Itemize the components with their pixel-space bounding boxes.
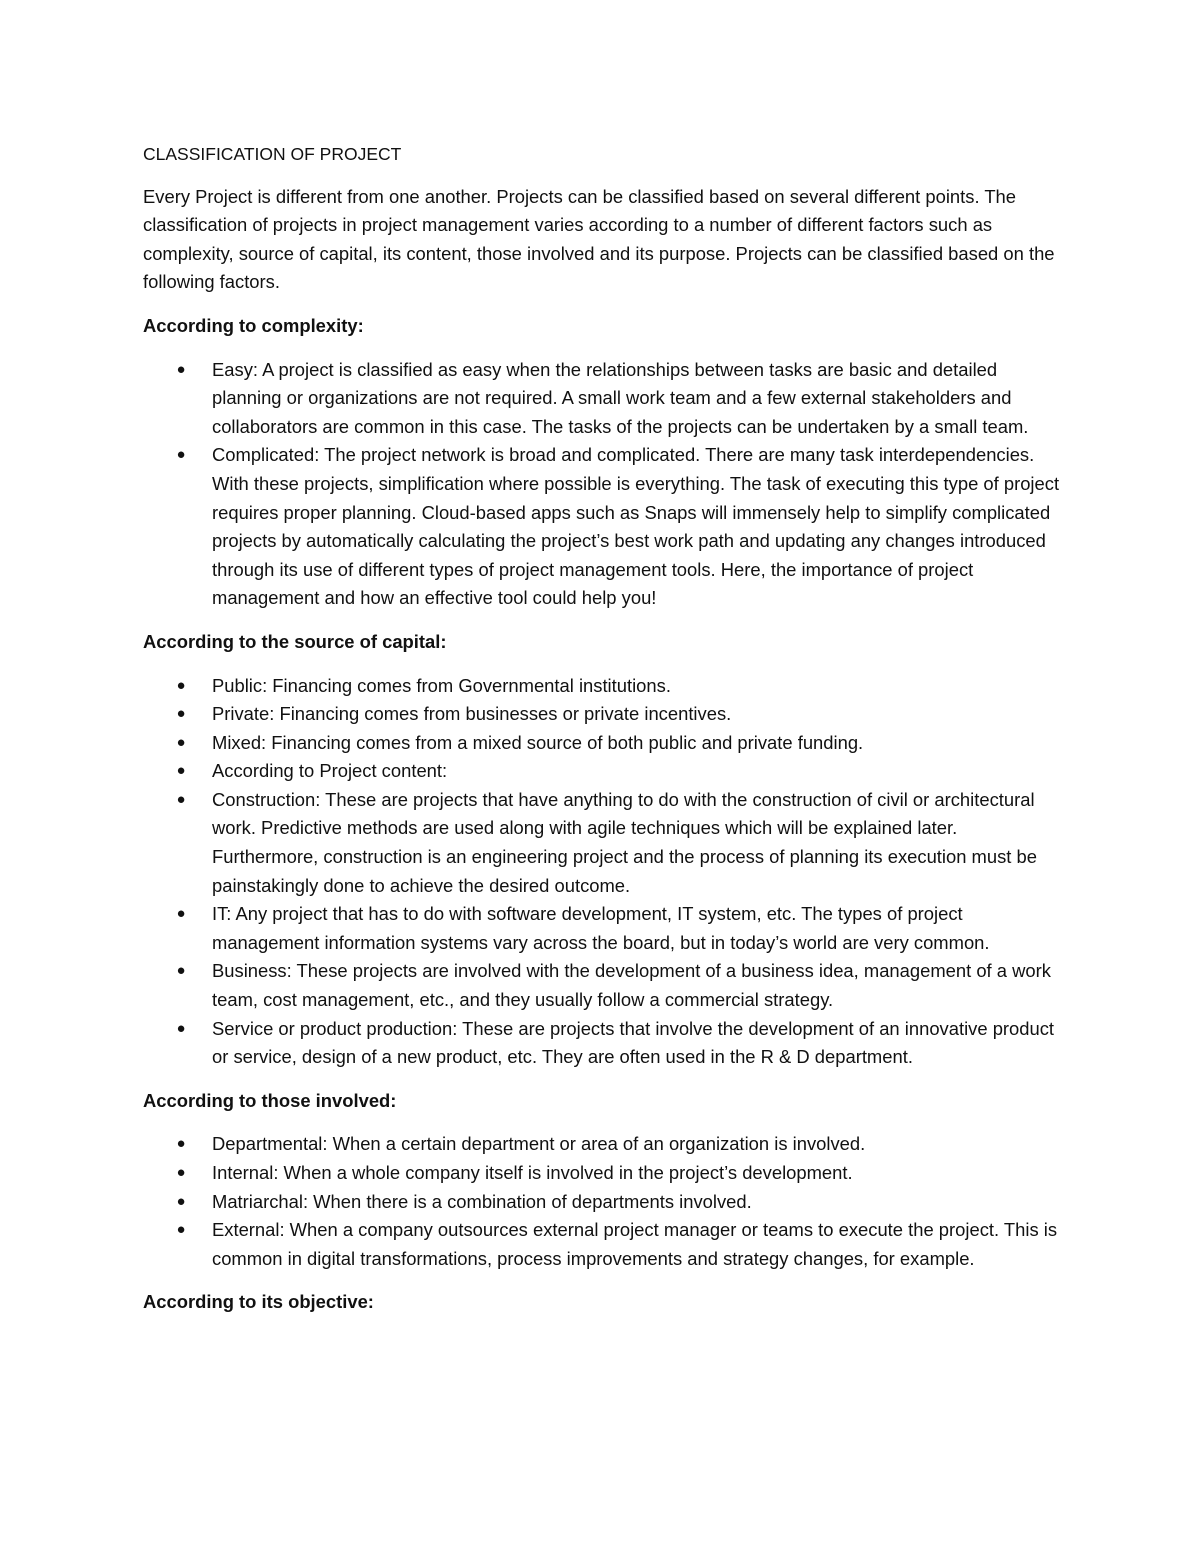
section-heading-involved: According to those involved: [143, 1089, 397, 1111]
list-item [143, 1159, 1063, 1188]
section-heading-complexity: According to complexity: [143, 314, 364, 336]
list-item-text: Departmental: When a certain department or area of an organization is involved. [212, 1133, 866, 1155]
list-item [143, 729, 1063, 758]
intro-paragraph: Every Project is different from one another. Projects can be classified based on several different points. The classification of projects in project management varies according to a number of different factors such as complexity, source of capital, its content, those involved and its purpose. Projects can be classified based on the following factors. [143, 185, 1055, 293]
bullet-icon: ● [176, 1019, 186, 1037]
list-item [143, 1216, 1063, 1273]
bullet-icon: ● [176, 1135, 186, 1153]
document-page [143, 140, 1063, 1332]
list-item-text: Mixed: Financing comes from a mixed source of both public and private funding. [212, 731, 864, 753]
section-heading-capital: According to the source of capital: [143, 630, 447, 652]
list-item-text: According to Project content: [212, 760, 448, 782]
list-item [143, 786, 1063, 900]
list-item [143, 672, 1063, 701]
bullet-icon: ● [176, 1192, 186, 1210]
list-item-text: External: When a company outsources external project manager or teams to execute the project. This is common in digital transformations, process improvements and strategy changes, for example. [212, 1219, 1058, 1269]
list-item [143, 441, 1063, 613]
list-item-text: Public: Financing comes from Governmental institutions. [212, 674, 671, 696]
list-item [143, 1130, 1063, 1159]
bullet-icon: ● [176, 762, 186, 780]
list-item [143, 1188, 1063, 1217]
list-item-text: Service or product production: These are projects that involve the development of an innovative product or service, design of a new product, etc. They are often used in the R & D department. [212, 1017, 1055, 1068]
bullet-icon: ● [176, 962, 186, 980]
bullet-icon: ● [176, 1164, 186, 1181]
list-item [143, 700, 1063, 729]
list-item-text: Internal: When a whole company itself is involved in the project’s development. [212, 1162, 853, 1183]
bullet-icon: ● [176, 790, 186, 808]
bullet-icon: ● [176, 905, 186, 923]
list-item-text: Complicated: The project network is broad and complicated. There are many task interdependencies. With these projects, simplification where possible is everything. The task of executing this type of project requires proper planning. Cloud-based apps such as Snaps will immensely help to simplify complicated projects by automatically calculating the project’s best work path and updating any changes introduced through its use of different types of project management tools. Here, the importance of project management and how an effective tool could help you! [212, 444, 1060, 609]
bullet-icon: ● [176, 360, 186, 378]
capital-list [143, 672, 1063, 1072]
bullet-icon: ● [176, 676, 186, 694]
list-item-text: Matriarchal: When there is a combination of departments involved. [212, 1190, 752, 1212]
list-item [143, 356, 1063, 442]
list-item [143, 757, 1063, 786]
list-item [143, 900, 1063, 957]
list-item [143, 1015, 1063, 1072]
complexity-list [143, 356, 1063, 613]
bullet-icon: ● [176, 446, 186, 464]
involved-list [143, 1130, 1063, 1273]
bullet-icon: ● [176, 1221, 186, 1239]
bullet-icon: ● [176, 705, 186, 723]
list-item-text: IT: Any project that has to do with software development, IT system, etc. The types of project management information systems vary across the board, but in today’s world are very common. [212, 903, 990, 953]
list-item-text: Business: These projects are involved with the development of a business idea, management of a work team, cost management, etc., and they usually follow a commercial strategy. [212, 960, 1051, 1011]
list-item-text: Construction: These are projects that have anything to do with the construction of civil or architectural work. Predictive methods are used along with agile techniques which will be explained later. Furthermore, construction is an engineering project and the process of planning its execution must be painstakingly done to achieve the desired outcome. [212, 788, 1037, 896]
list-item [143, 957, 1063, 1014]
bullet-icon: ● [176, 733, 186, 751]
section-heading-objective: According to its objective: [143, 1291, 374, 1313]
list-item-text: Easy: A project is classified as easy when the relationships between tasks are basic and detailed planning or organizations are not required. A small work team and a few external stakeholders and collaborators are common in this case. The tasks of the projects can be undertaken by a small team. [212, 358, 1029, 437]
document-title: CLASSIFICATION OF PROJECT [143, 144, 402, 164]
list-item-text: Private: Financing comes from businesses or private incentives. [212, 703, 732, 725]
